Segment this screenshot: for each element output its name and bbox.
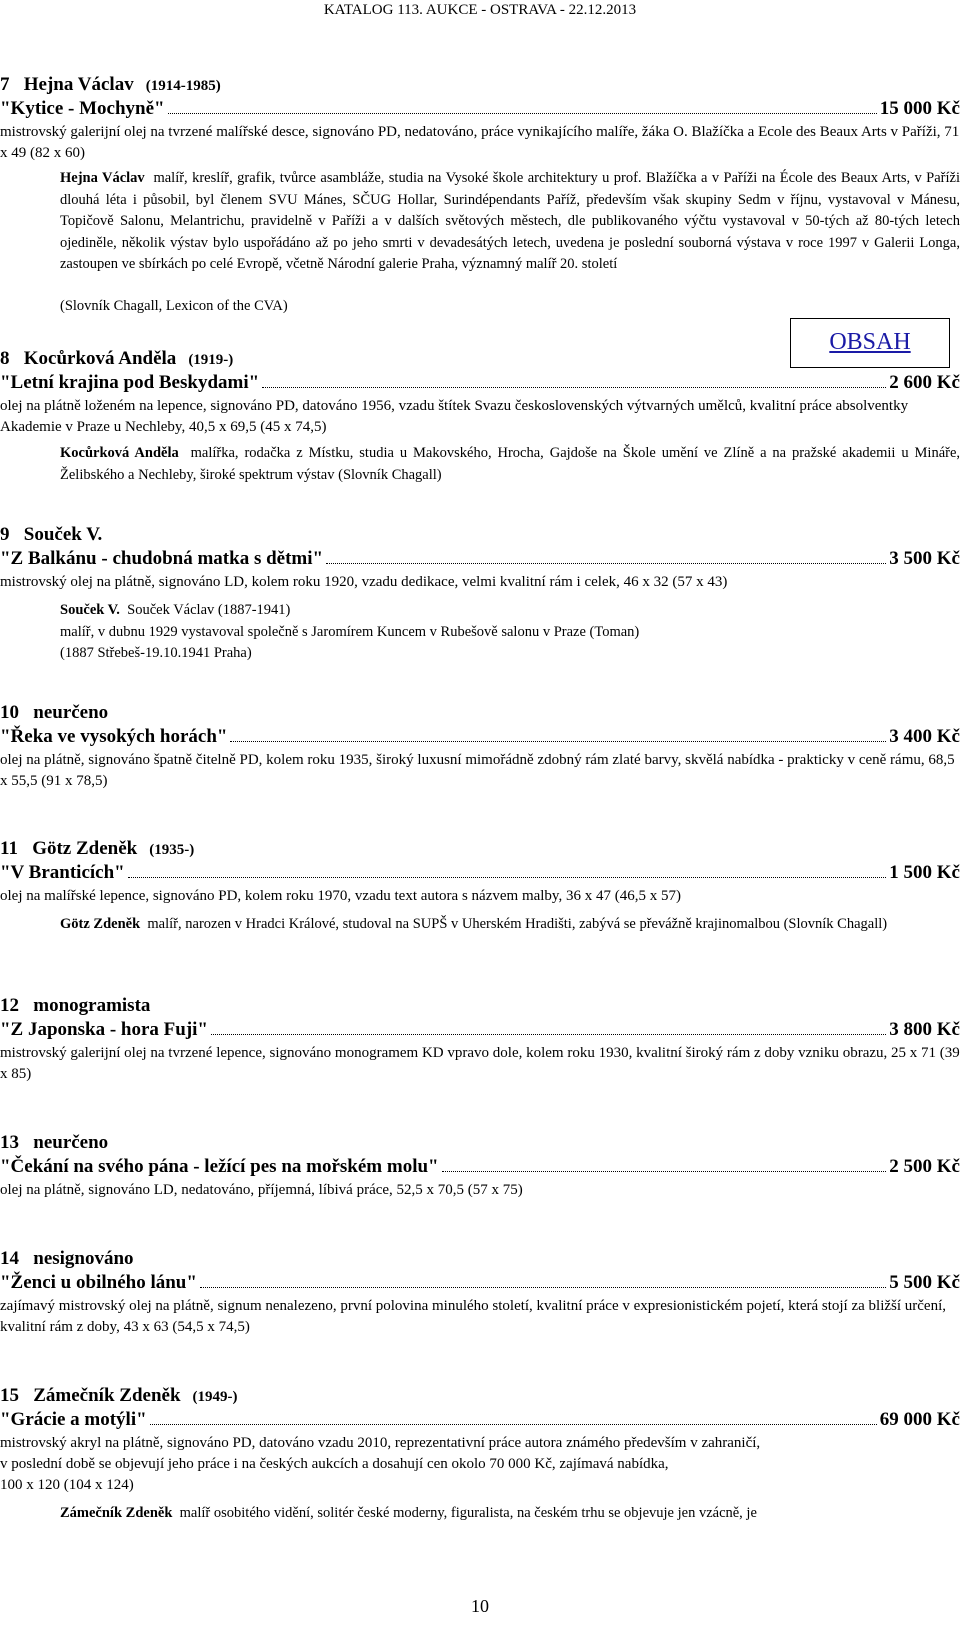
lot-price: 2 500 Kč [889, 1156, 960, 1177]
artist-bio [60, 168, 960, 276]
lot-title: "Ženci u obilného lánu" [0, 1272, 197, 1293]
bio-text: malíř, kreslíř, grafik, tvůrce asambláže, studia na Vysoké škole architektury u prof. Blažíčka a v Paříži na École des Beaux Arts, v Paříži dlouhá léta i působil, byl členem SVU Mánes, SČUG Hollar, Surindépendants Paříž, především však skupiny Sedm v říjnu, vystavoval v Mánesu, Topičově Salonu, Melantrichu, pravidelně v Paříži a v dalších světových městech, dle publikovaného výčtu vystavoval v 50-tých až 80-tých letech ojediněle, několik výstav bylo uspořádáno až po jeho smrti v devadesátých letech, uvedena je poslední souborná výstava v roce 1997 v Galerii Longa, zastoupen ve sbírkách po celé Evropě, včetně Národní galerie Praha, významný malíř 20. století [60, 170, 960, 272]
lot-number: 7 [0, 74, 10, 95]
leader-dots [150, 1423, 877, 1425]
lot-heading [0, 995, 150, 1017]
lot-description: mistrovský galerijní olej na tvrzené lepence, signováno monogramem KD vpravo dole, kolem roku 1930, kvalitní široký rám z doby vzniku obrazu, 25 x 71 (39 x 85) [0, 1045, 960, 1082]
lot-number: 10 [0, 702, 19, 723]
lot-description: olej na plátně, signováno špatně čitelně PD, kolem roku 1935, široký luxusní mimořádně zdobný rám zlaté barvy, skvělá nabídka - prakticky v ceně rámu, 68,5 x 55,5 (91 x 78,5) [0, 752, 955, 789]
lot-description: mistrovský galerijní olej na tvrzené malířské desce, signováno PD, nedatováno, práce vynikajícího malíře, žáka O. Blažíčka a Ecole des Beaux Arts v Paříži, 71 x 49 (82 x 60) [0, 124, 960, 161]
lot-price: 3 800 Kč [889, 1019, 960, 1040]
lot-price: 3 500 Kč [889, 548, 960, 569]
lot-heading [0, 1132, 108, 1154]
lot-heading [0, 348, 233, 370]
lot-number: 11 [0, 838, 18, 859]
lot-number: 14 [0, 1248, 19, 1269]
lot-number: 9 [0, 524, 10, 545]
lot-title-row [0, 1409, 960, 1431]
lot-title: "Grácie a motýli" [0, 1409, 147, 1430]
lot-heading [0, 702, 108, 724]
lot-heading [0, 1385, 238, 1407]
lot-title-row [0, 98, 960, 120]
lot-price: 69 000 Kč [879, 1409, 960, 1430]
lot-title-row [0, 726, 960, 748]
artist-bio [60, 914, 960, 936]
lot-number: 15 [0, 1385, 19, 1406]
leader-dots [168, 112, 877, 114]
lot-years: (1949-) [192, 1389, 238, 1405]
lot-years: (1919-) [188, 352, 234, 368]
obsah-link[interactable]: OBSAH [790, 318, 950, 368]
lot-heading [0, 838, 194, 860]
bio-text: malířka, rodačka z Místku, studia u Makovského, Hrocha, Gajdoše na Škole umění ve Zlíně a na pražské akademii u Mináře, Želibského a Nechleby, široké spektrum výstav (Slovník Chagall) [60, 445, 960, 483]
lot-description: mistrovský akryl na plátně, signováno PD, datováno vzadu 2010, reprezentativní práce autora známého především v zahraničí, [0, 1435, 761, 1451]
lot-number: 12 [0, 995, 19, 1016]
lot-number: 13 [0, 1132, 19, 1153]
lot-artist: monogramista [33, 995, 151, 1016]
leader-dots [211, 1033, 886, 1035]
bio-name: Götz Zdeněk [60, 916, 141, 932]
lot-title: "Kytice - Mochyně" [0, 98, 165, 119]
lot-artist: neurčeno [33, 702, 109, 723]
bio-name: Zámečník Zdeněk [60, 1505, 173, 1521]
lot-description: zajímavý mistrovský olej na plátně, signum nenalezeno, první polovina minulého století, kvalitní práce v expresionistickém pojetí, která stojí za bližší určení, kvalitní rám z doby, 43 x 63 (54,5 x 74,5) [0, 1298, 947, 1335]
bio-name: Souček V. [60, 602, 120, 618]
catalog-header: KATALOG 113. AUKCE - OSTRAVA - 22.12.2013 [323, 2, 637, 18]
lot-title: "Letní krajina pod Beskydami" [0, 372, 260, 393]
artist-bio [60, 1503, 960, 1525]
lot-artist: Souček V. [23, 524, 103, 545]
leader-dots [442, 1170, 887, 1172]
bio-text: malíř, narozen v Hradci Králové, studoval na SUPŠ v Uherském Hradišti, zabývá se převážně krajinomalbou (Slovník Chagall) [147, 916, 888, 932]
lot-artist: Kocůrková Anděla [23, 348, 177, 369]
lot-artist: Hejna Václav [23, 74, 134, 95]
lot-description: olej na plátně, signováno LD, nedatováno, příjemná, líbivá práce, 52,5 x 70,5 (57 x 75) [0, 1182, 523, 1198]
lot-artist: Zámečník Zdeněk [33, 1385, 181, 1406]
lot-price: 5 500 Kč [889, 1272, 960, 1293]
artist-bio [60, 443, 960, 486]
lot-title: "Z Balkánu - chudobná matka s dětmi" [0, 548, 324, 569]
lot-heading [0, 74, 221, 96]
leader-dots [230, 740, 886, 742]
lot-title-row [0, 1019, 960, 1041]
leader-dots [326, 562, 886, 564]
lot-title: "Čekání na svého pána - ležící pes na mořském molu" [0, 1156, 439, 1177]
lot-title-row [0, 1272, 960, 1294]
lot-title-row [0, 372, 960, 394]
lot-heading [0, 1248, 134, 1270]
bio-name: Hejna Václav [60, 170, 145, 186]
lot-description: mistrovský olej na plátně, signováno LD, kolem roku 1920, vzadu dedikace, velmi kvalitní rám i celek, 46 x 32 (57 x 43) [0, 574, 728, 590]
lot-number: 8 [0, 348, 10, 369]
lot-price: 15 000 Kč [879, 98, 960, 119]
bio-line: malíř, v dubnu 1929 vystavoval společně s Jaromírem Kuncem v Rubešově salonu v Praze (Toman) [60, 624, 640, 640]
lot-price: 3 400 Kč [889, 726, 960, 747]
lot-description: olej na malířské lepence, signováno PD, kolem roku 1970, vzadu text autora s názvem malby, 36 x 47 (46,5 x 57) [0, 888, 681, 904]
lot-title-row [0, 548, 960, 570]
lot-years: (1935-) [149, 842, 195, 858]
bio-text: malíř osobitého vidění, solitér české moderny, figuralista, na českém trhu se objevuje jen vzácně, je [179, 1505, 757, 1521]
lot-description: v poslední době se objevují jeho práce i na českých aukcích a dosahují cen okolo 70 000 Kč, zajímavá nabídka, [0, 1456, 669, 1472]
lot-price: 2 600 Kč [889, 372, 960, 393]
leader-dots [262, 386, 886, 388]
lot-title: "Řeka ve vysokých horách" [0, 726, 228, 747]
bio-text: Souček Václav (1887-1941) [127, 602, 291, 618]
lot-heading [0, 524, 102, 546]
lot-description: 100 x 120 (104 x 124) [0, 1477, 134, 1493]
lot-title: "Z Japonska - hora Fuji" [0, 1019, 208, 1040]
leader-dots [200, 1286, 886, 1288]
lot-years: (1914-1985) [145, 78, 221, 94]
page-number: 10 [471, 1596, 489, 1616]
bio-source: (Slovník Chagall, Lexicon of the CVA) [60, 298, 288, 314]
lot-title-row [0, 1156, 960, 1178]
lot-artist: Götz Zdeněk [32, 838, 138, 859]
lot-artist: neurčeno [33, 1132, 109, 1153]
bio-line: (1887 Střebeš-19.10.1941 Praha) [60, 645, 252, 661]
lot-artist: nesignováno [33, 1248, 134, 1269]
lot-description: olej na plátně loženém na lepence, signováno PD, datováno 1956, vzadu štítek Svazu československých výtvarných umělců, kvalitní práce absolventky Akademie v Praze u Nechleby, 40,5 x 69,5 (45 x 74,5) [0, 398, 909, 435]
lot-title: "V Branticích" [0, 862, 125, 883]
lot-price: 1 500 Kč [889, 862, 960, 883]
bio-name: Kocůrková Anděla [60, 445, 179, 461]
lot-title-row [0, 862, 960, 884]
leader-dots [128, 876, 887, 878]
artist-bio [60, 600, 960, 622]
